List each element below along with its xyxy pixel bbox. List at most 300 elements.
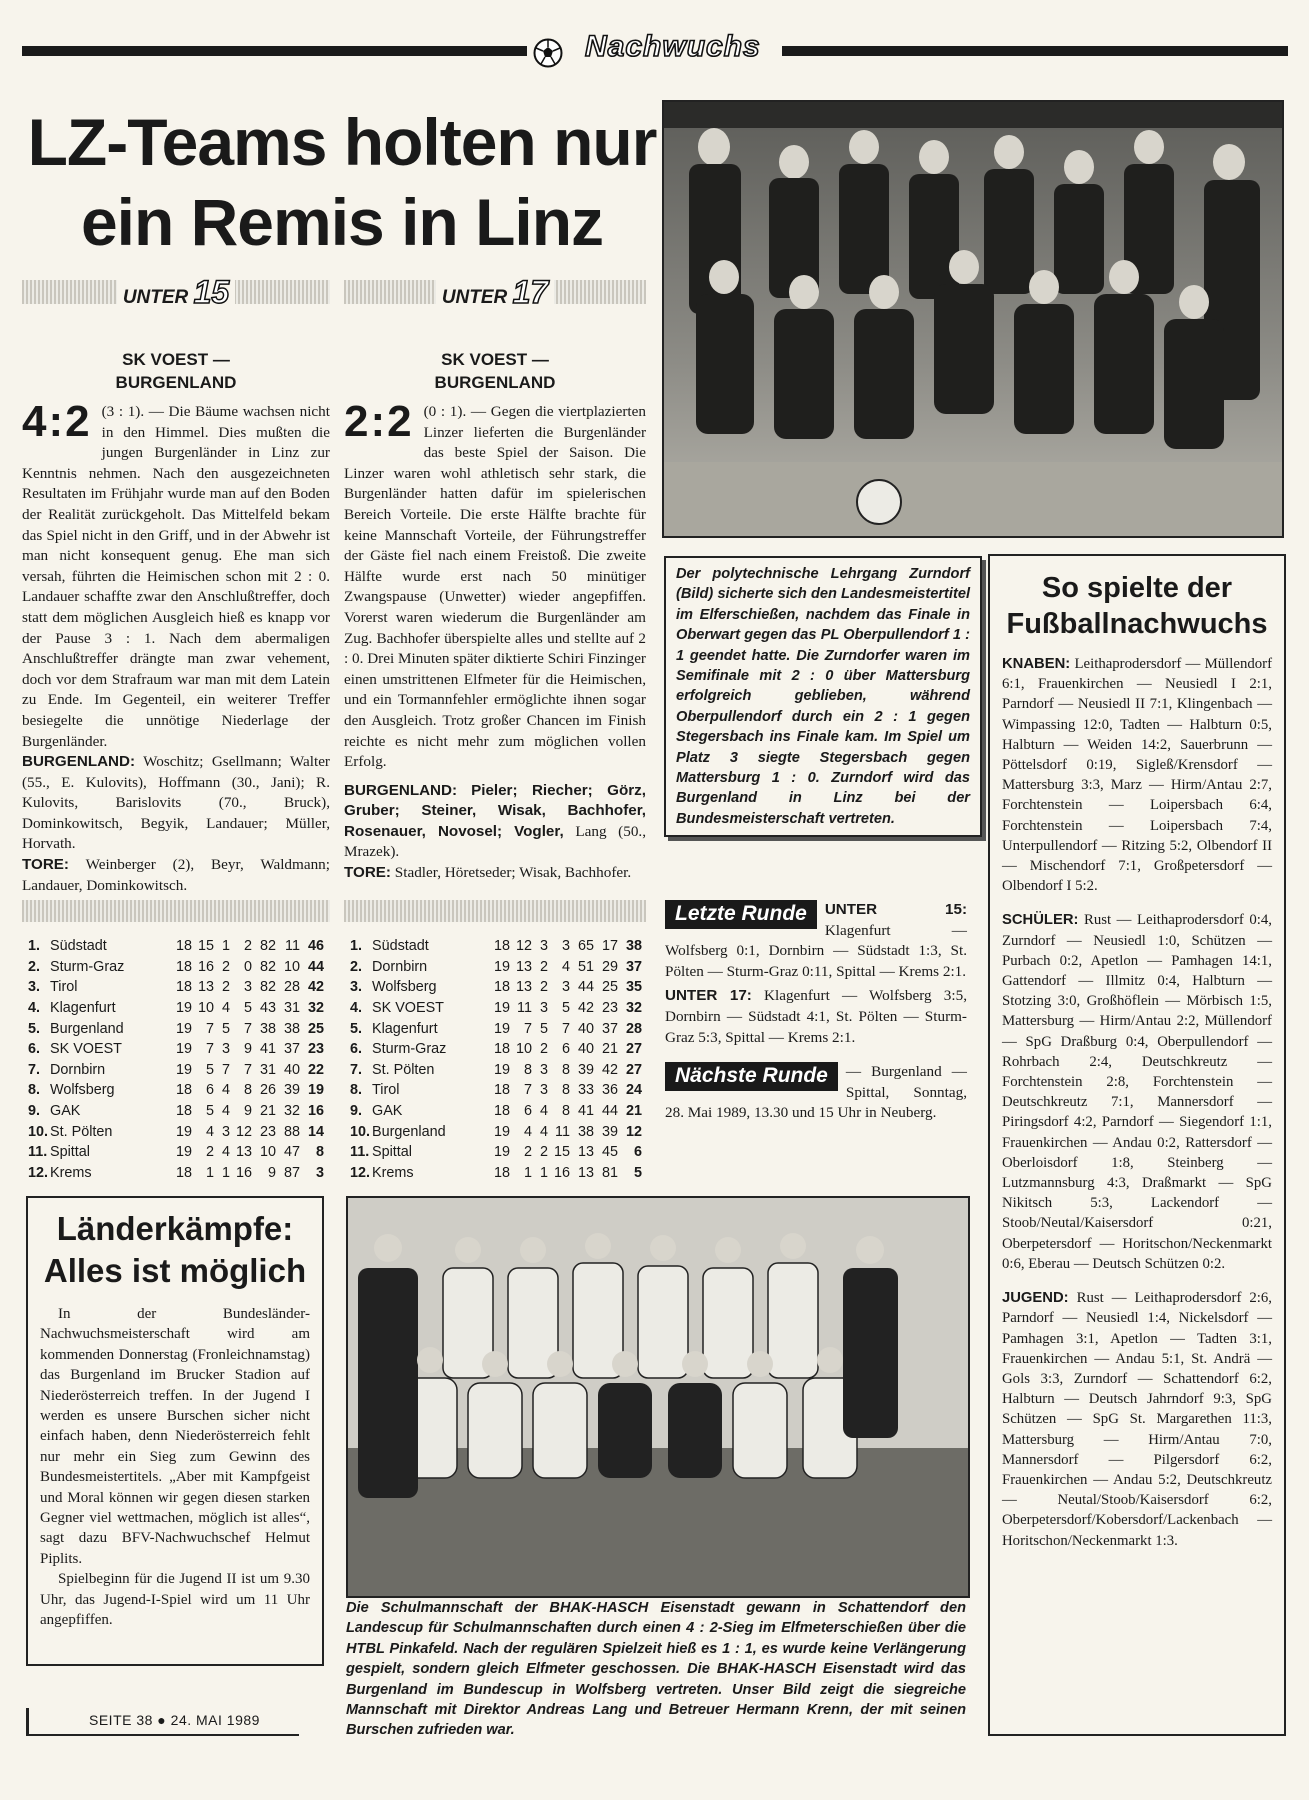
losses-cell: 3 bbox=[243, 979, 252, 996]
goals-for-cell: 82 bbox=[259, 958, 276, 975]
rank-cell: 7. bbox=[28, 1061, 41, 1078]
team-cell: Sturm-Graz bbox=[50, 958, 125, 975]
wins-cell: 13 bbox=[197, 979, 214, 996]
draws-cell: 1 bbox=[539, 1164, 548, 1181]
games-cell: 19 bbox=[175, 1144, 192, 1161]
table-row bbox=[350, 1039, 642, 1060]
team-cell: Tirol bbox=[50, 979, 78, 996]
goals-for-cell: 31 bbox=[259, 1061, 276, 1078]
games-cell: 19 bbox=[493, 1144, 510, 1161]
jugend-results bbox=[1002, 1288, 1272, 1551]
games-cell: 18 bbox=[175, 958, 192, 975]
losses-cell: 8 bbox=[561, 1061, 570, 1078]
wins-cell: 2 bbox=[205, 1144, 214, 1161]
table-row bbox=[28, 977, 324, 998]
wins-cell: 2 bbox=[523, 1144, 532, 1161]
points-cell: 42 bbox=[307, 979, 324, 996]
laenderkaempfe-p2: Spielbeginn für die Jugend II ist um 9.30 Uhr, das Jugend-I-Spiel wird um 11 Uhr angepfiffen. bbox=[40, 1571, 310, 1629]
table-row bbox=[28, 1121, 324, 1142]
team-cell: Burgenland bbox=[50, 1020, 124, 1037]
goals-for-cell: 42 bbox=[577, 1000, 594, 1017]
team-photo-zurndorf bbox=[662, 100, 1284, 538]
results-sidebar bbox=[988, 554, 1286, 1736]
losses-cell: 3 bbox=[561, 938, 570, 955]
points-cell: 3 bbox=[315, 1164, 324, 1181]
rank-cell: 3. bbox=[350, 979, 363, 996]
goals-for-cell: 44 bbox=[577, 979, 594, 996]
losses-cell: 4 bbox=[561, 958, 570, 975]
u17-goals-label: TORE: bbox=[344, 864, 391, 882]
goals-for-cell: 40 bbox=[577, 1041, 594, 1058]
table-row bbox=[350, 977, 642, 998]
rank-cell: 6. bbox=[28, 1041, 41, 1058]
u17-table-bar bbox=[344, 900, 646, 922]
losses-cell: 16 bbox=[553, 1164, 570, 1181]
goals-for-cell: 10 bbox=[259, 1144, 276, 1161]
games-cell: 18 bbox=[493, 1164, 510, 1181]
rank-cell: 8. bbox=[28, 1082, 41, 1099]
points-cell: 37 bbox=[625, 958, 642, 975]
bhak-hasch-caption: Die Schulmannschaft der BHAK-HASCH Eisenstadt gewann in Schattendorf den Landescup für Schulmannschaften durch einen 4 : 2-Sieg im Elfmeterschießen über die HTBL Pinkafeld. Nach der regulären Spielzeit hieß es 1 : 1, es wurde keine Verlängerung gespielt, sondern gleich Elfmeter geschossen. Die BHAK-HASCH Eisenstadt wird das Burgenland im Bundescup in Wolfsberg vertreten. Unser Bild zeigt die siegreiche Mannschaft mit Direktor Andreas Lang und Betreuer Hermann Krenn, der mit seinen Burschen zufrieden war. bbox=[346, 1600, 966, 1739]
team-cell: St. Pölten bbox=[372, 1061, 435, 1078]
goals-against-cell: 29 bbox=[601, 958, 618, 975]
u17-body bbox=[344, 397, 647, 884]
sidebar-body bbox=[1002, 654, 1272, 1551]
u15-match-line1: SK VOEST — bbox=[122, 350, 230, 369]
wins-cell: 4 bbox=[205, 1123, 214, 1140]
u17-lineup-label: BURGENLAND: bbox=[344, 781, 458, 799]
top-rule-right bbox=[782, 46, 1288, 56]
u15-goals-text: Weinberger (2), Beyr, Waldmann; Landauer, Dominkowitsch. bbox=[22, 856, 330, 894]
wins-cell: 16 bbox=[197, 958, 214, 975]
goals-for-cell: 82 bbox=[259, 938, 276, 955]
naechste-runde-text: — Burgenland — Spittal, Sonntag, 28. Mai 1989, 13.30 und 15 Uhr in Neuberg. bbox=[665, 1063, 967, 1122]
top-rule-left bbox=[22, 46, 527, 56]
games-cell: 19 bbox=[175, 1041, 192, 1058]
u15-lineup-label: BURGENLAND: bbox=[22, 753, 136, 771]
u15-match-title bbox=[22, 348, 330, 394]
team-cell: Südstadt bbox=[372, 938, 429, 955]
wins-cell: 6 bbox=[205, 1082, 214, 1099]
laenderkaempfe-body bbox=[40, 1304, 310, 1631]
goals-for-cell: 41 bbox=[259, 1041, 276, 1058]
draws-cell: 1 bbox=[221, 1164, 230, 1181]
page-footer bbox=[26, 1708, 299, 1736]
sidebar-title2: Fußballnachwuchs bbox=[1006, 608, 1268, 640]
games-cell: 19 bbox=[175, 1000, 192, 1017]
laenderkaempfe-box bbox=[26, 1196, 324, 1666]
losses-cell: 8 bbox=[243, 1082, 252, 1099]
losses-cell: 5 bbox=[243, 1000, 252, 1017]
football-icon bbox=[533, 38, 563, 68]
section-kicker: Nachwuchs bbox=[585, 30, 761, 63]
losses-cell: 16 bbox=[235, 1164, 252, 1181]
draws-cell: 3 bbox=[221, 1041, 230, 1058]
table-row bbox=[350, 1060, 642, 1081]
games-cell: 19 bbox=[493, 1061, 510, 1078]
wins-cell: 7 bbox=[523, 1082, 532, 1099]
team-cell: Tirol bbox=[372, 1082, 400, 1099]
wins-cell: 1 bbox=[523, 1164, 532, 1181]
table-row bbox=[28, 936, 324, 957]
goals-for-cell: 43 bbox=[259, 1000, 276, 1017]
headline-line1: LZ-Teams holten nur bbox=[27, 105, 657, 179]
draws-cell: 5 bbox=[539, 1020, 548, 1037]
wins-cell: 10 bbox=[515, 1041, 532, 1058]
team-cell: Klagenfurt bbox=[50, 1000, 116, 1017]
letzte-u17-label: UNTER 17: bbox=[665, 987, 752, 1005]
knaben-text: Leithaprodersdorf — Müllendorf 6:1, Frauenkirchen — Neusiedl I 2:1, Parndorf — Neusiedl II 7:1, Klingenbach — Wimpassing 12:0, Tadten — Halbturn 0:5, Halbturn — Weiden 14:2, Sauerbrunn — Pöttelsdorf 0:19, Sigleß/Krensdorf — Mattersburg 3:3, Marz — Hirm/Antau 2:7, Forchtenstein — Loipersbach 6:4, Forchtenstein — Loipersbach 7:4, Unterpullendorf — Ritzing 5:2, Olbendorf II — Mischendorf 7:1, Großpetersdorf — Olbendorf I 5:2. bbox=[1002, 656, 1272, 895]
draws-cell: 4 bbox=[221, 1144, 230, 1161]
laenderkaempfe-title bbox=[40, 1208, 310, 1292]
goals-for-cell: 9 bbox=[267, 1164, 276, 1181]
u17-match-line2: BURGENLAND bbox=[434, 373, 556, 392]
letzte-u15-label: UNTER 15: bbox=[824, 901, 967, 918]
team-cell: Spittal bbox=[50, 1144, 90, 1161]
games-cell: 18 bbox=[493, 1082, 510, 1099]
table-row bbox=[350, 957, 642, 978]
games-cell: 19 bbox=[175, 1061, 192, 1078]
team-cell: SK VOEST bbox=[372, 1000, 444, 1017]
goals-against-cell: 31 bbox=[283, 1000, 300, 1017]
wins-cell: 1 bbox=[205, 1164, 214, 1181]
u15-match-line2: BURGENLAND bbox=[115, 373, 237, 392]
goals-for-cell: 65 bbox=[577, 938, 594, 955]
u15-body bbox=[22, 397, 330, 896]
team-cell: SK VOEST bbox=[50, 1041, 122, 1058]
u15-table-bar bbox=[22, 900, 330, 922]
games-cell: 18 bbox=[493, 938, 510, 955]
points-cell: 22 bbox=[307, 1061, 324, 1078]
goals-for-cell: 38 bbox=[259, 1020, 276, 1037]
letzte-runde-body bbox=[665, 900, 967, 1048]
letzte-u17-text: Klagenfurt — Wolfsberg 3:5, Dornbirn — Südstadt 4:1, St. Pölten — Sturm-Graz 5:3, Spittal — Krems 2:1. bbox=[665, 987, 968, 1046]
goals-against-cell: 81 bbox=[601, 1164, 618, 1181]
games-cell: 18 bbox=[175, 1082, 192, 1099]
wins-cell: 5 bbox=[205, 1061, 214, 1078]
team-cell: GAK bbox=[50, 1103, 81, 1120]
team-cell: Dornbirn bbox=[372, 958, 428, 975]
draws-cell: 2 bbox=[539, 1144, 548, 1161]
games-cell: 19 bbox=[175, 1020, 192, 1037]
headline bbox=[22, 102, 662, 262]
wins-cell: 8 bbox=[523, 1061, 532, 1078]
u17-lineup-rest: Lang (50., Mrazek). bbox=[344, 822, 647, 861]
table-row bbox=[28, 1080, 324, 1101]
points-cell: 44 bbox=[307, 958, 324, 975]
u17-goals-text: Stadler, Höretseder; Wisak, Bachhofer. bbox=[394, 864, 632, 882]
u17-age-number: 17 bbox=[512, 273, 549, 310]
u17-age-label bbox=[436, 274, 554, 311]
goals-for-cell: 23 bbox=[259, 1123, 276, 1140]
table-row bbox=[350, 1080, 642, 1101]
goals-against-cell: 36 bbox=[601, 1082, 618, 1099]
team-cell: Sturm-Graz bbox=[372, 1041, 447, 1058]
rank-cell: 2. bbox=[28, 958, 41, 975]
points-cell: 19 bbox=[307, 1082, 324, 1099]
losses-cell: 7 bbox=[243, 1061, 252, 1078]
letzte-runde-title: Letzte Runde bbox=[665, 900, 817, 929]
wins-cell: 11 bbox=[517, 1000, 532, 1017]
goals-against-cell: 23 bbox=[601, 1000, 618, 1017]
draws-cell: 7 bbox=[221, 1061, 230, 1078]
goals-against-cell: 28 bbox=[283, 979, 300, 996]
games-cell: 19 bbox=[175, 1123, 192, 1140]
u15-age-bar bbox=[22, 273, 330, 310]
goals-for-cell: 41 bbox=[577, 1103, 594, 1120]
losses-cell: 9 bbox=[243, 1103, 252, 1120]
goals-against-cell: 40 bbox=[283, 1061, 300, 1078]
rank-cell: 1. bbox=[350, 938, 363, 955]
u17-label-text: UNTER bbox=[441, 286, 508, 308]
rank-cell: 5. bbox=[350, 1020, 363, 1037]
schueler-text: Rust — Leithaprodersdorf 0:4, Zurndorf — Neusiedl 1:0, Schützen — Purbach 0:2, Apetlon — Pamhagen 14:1, Gattendorf — Illmitz 0:4, Halbturn — Stotzing 3:0, Großhöflein — Mörbisch 1:5, Mattersburg — Hirm/Antau 2:2, Müllendorf — SpG Draßburg 0:4, Oberpullendorf — Rohrbach 2:4, Deutschkreutz — Forchtenstein 2:8, Forchtenstein — Deutschkreutz 7:1, Mannersdorf — Piringsdorf 4:2, Parndorf — Siegendorf 1:1, Frauenkirchen — Andau 0:2, Rattersdorf — Oberloisdorf 1:8, Steinberg — Lutzmannsburg 4:3, Draßmarkt — SpG Nikitsch 5:3, Lackendorf — Stoob/Neutal/Kaisersdorf 0:21, Oberpetersdorf — Horitschon/Neckenmarkt 0:6, Eberau — Deutsch Schützen 0:2. bbox=[1002, 912, 1272, 1272]
headline-line2: ein Remis in Linz bbox=[80, 185, 604, 259]
games-cell: 18 bbox=[175, 938, 192, 955]
team-cell: Spittal bbox=[372, 1144, 412, 1161]
losses-cell: 6 bbox=[561, 1041, 570, 1058]
table-row bbox=[350, 1163, 642, 1184]
points-cell: 5 bbox=[633, 1164, 642, 1181]
rank-cell: 1. bbox=[28, 938, 41, 955]
goals-for-cell: 40 bbox=[577, 1020, 594, 1037]
laenderkaempfe-title1: Länderkämpfe: bbox=[56, 1210, 294, 1247]
u17-score: 2:2 bbox=[344, 397, 414, 446]
games-cell: 18 bbox=[175, 1103, 192, 1120]
goals-for-cell: 82 bbox=[259, 979, 276, 996]
sidebar-title1: So spielte der bbox=[1041, 572, 1233, 604]
games-cell: 19 bbox=[493, 1020, 510, 1037]
goals-against-cell: 87 bbox=[283, 1164, 300, 1181]
team-cell: Wolfsberg bbox=[372, 979, 437, 996]
team-cell: GAK bbox=[372, 1103, 403, 1120]
team-cell: St. Pölten bbox=[50, 1123, 113, 1140]
team-cell: Burgenland bbox=[372, 1123, 446, 1140]
letzte-u17 bbox=[665, 986, 967, 1048]
losses-cell: 13 bbox=[235, 1144, 252, 1161]
u15-age-number: 15 bbox=[193, 273, 230, 310]
u15-age-label bbox=[117, 274, 235, 311]
goals-against-cell: 25 bbox=[601, 979, 618, 996]
rank-cell: 10. bbox=[350, 1123, 371, 1140]
footer-text: SEITE 38 ● 24. MAI 1989 bbox=[89, 1712, 260, 1728]
draws-cell: 2 bbox=[539, 1041, 548, 1058]
goals-against-cell: 17 bbox=[601, 938, 618, 955]
u17-text: (0 : 1). — Gegen die viertplazierten Linzer lieferten die Burgenländer das beste Spiel der Saison. Die Linzer waren wohl athletisch sehr stark, die Burgenländer hatten dafür im spielerischen Bereich Vorteile. Die erste Hälfte brachte für keine Mannschaft Vorteile, der Führungstreffer der Gäste fiel nach einem Freistoß. Die zweite Hälfte wurde erst nach 50 minütiger Zwangspause (Unwetter) wieder angepfiffen. Vorerst waren wiederum die Burgenländer am Zug. Bachhofer überspielte alles und stellte auf 2 : 0. Drei Minuten später diktierte Schiri Finzinger einen umstrittenen Elfmeter für die Heimischen, und ein Tormannfehler ermöglichte ihnen sogar den Ausgleich. Trotz großer Chancen im Finish reichte es nicht mehr zum möglichen vollen Erfolg. bbox=[344, 403, 646, 771]
u15-article bbox=[22, 273, 330, 896]
wins-cell: 12 bbox=[515, 938, 532, 955]
losses-cell: 5 bbox=[561, 1000, 570, 1017]
schueler-results bbox=[1002, 910, 1272, 1274]
zurndorf-caption: Der polytechnische Lehrgang Zurndorf (Bild) sicherte sich den Landesmeistertitel im Elferschießen, nachdem das Finale in Oberwart gegen das PL Oberpullendorf 1 : 1 geendet hatte. Die Zurndorfer waren im Semifinale mit 2 : 0 über Mattersburg erfolgreich geblieben, während Oberpullendorf durch ein 2 : 1 gegen Stegersbach ins Finale kam. Im Spiel um Platz 3 siegte Stegersbach gegen Mattersburg 1 : 0. Zurndorf wird das Burgenland in Linz bei der Bundesmeisterschaft vertreten. bbox=[664, 556, 982, 837]
u17-match-title bbox=[344, 348, 646, 394]
losses-cell: 2 bbox=[243, 938, 252, 955]
points-cell: 6 bbox=[633, 1144, 642, 1161]
rank-cell: 12. bbox=[28, 1164, 49, 1181]
knaben-results bbox=[1002, 654, 1272, 896]
draws-cell: 3 bbox=[539, 1082, 548, 1099]
u15-goals bbox=[22, 855, 330, 896]
goals-against-cell: 10 bbox=[283, 958, 300, 975]
points-cell: 28 bbox=[625, 1020, 642, 1037]
points-cell: 21 bbox=[625, 1103, 642, 1120]
rank-cell: 11. bbox=[350, 1144, 370, 1161]
table-row bbox=[28, 1101, 324, 1122]
goals-for-cell: 33 bbox=[577, 1082, 594, 1099]
goals-against-cell: 21 bbox=[601, 1041, 618, 1058]
points-cell: 14 bbox=[307, 1123, 324, 1140]
points-cell: 24 bbox=[625, 1082, 642, 1099]
table-row bbox=[28, 1018, 324, 1039]
team-cell: Klagenfurt bbox=[372, 1020, 438, 1037]
rank-cell: 9. bbox=[350, 1103, 363, 1120]
rank-cell: 10. bbox=[28, 1123, 49, 1140]
goals-for-cell: 38 bbox=[577, 1123, 594, 1140]
rank-cell: 12. bbox=[350, 1164, 371, 1181]
knaben-label: KNABEN: bbox=[1002, 656, 1071, 672]
draws-cell: 3 bbox=[539, 1061, 548, 1078]
naechste-runde-body bbox=[665, 1062, 967, 1124]
rank-cell: 8. bbox=[350, 1082, 363, 1099]
rank-cell: 4. bbox=[350, 1000, 363, 1017]
team-cell: Wolfsberg bbox=[50, 1082, 115, 1099]
games-cell: 19 bbox=[493, 1000, 510, 1017]
draws-cell: 3 bbox=[221, 1123, 230, 1140]
draws-cell: 1 bbox=[221, 938, 230, 955]
points-cell: 32 bbox=[307, 1000, 324, 1017]
goals-for-cell: 13 bbox=[577, 1164, 594, 1181]
table-row bbox=[350, 998, 642, 1019]
wins-cell: 7 bbox=[205, 1041, 214, 1058]
team-photo-bhak-hasch bbox=[346, 1196, 970, 1598]
laenderkaempfe-p1: In der Bundesländer-Nachwuchsmeisterschaft wird am kommenden Donnerstag (Fronleichnamstag) das Burgenland im Brucker Stadion auf Niederösterreich treffen. In der Jugend I werden es unsere Burschen sicher nicht einfach haben, denn Niederösterreich fehlt nur mehr ein Sieg zum Gewinn des Bundesmeistertitels. „Aber mit Kampfgeist und Moral können wir gegen diesen starken Gegner viel wettmachen, möglich ist alles“, sagt dazu BFV-Nachwuchschef Helmut Piplits. bbox=[40, 1306, 310, 1567]
team-cell: Krems bbox=[372, 1164, 414, 1181]
goals-against-cell: 11 bbox=[285, 938, 300, 955]
team-cell: Krems bbox=[50, 1164, 92, 1181]
draws-cell: 4 bbox=[221, 1082, 230, 1099]
table-row bbox=[28, 957, 324, 978]
table-row bbox=[350, 1121, 642, 1142]
u15-text: (3 : 1). — Die Bäume wachsen nicht in den Himmel. Dies mußten die jungen Burgenländer in Linz zur Kenntnis nehmen. Nach den ausgezeichneten Resultaten im Frühjahr wurde man auf den Boden der Realität zurückgeholt. Das Mittelfeld bekam das Spiel nicht in den Griff, und in der Abwehr ist man nicht konsequent genug. Ehe man sich versah, führten die Heimischen schon mit 2 : 0. Landauer schaffte zwar den Anschlußtreffer, doch statt dem möglichen Ausgleich hieß es knapp vor der Pause 3 : 1. Nach dem abermaligen Anschlußtreffer drängte man zwar vehement, doch vor dem Strafraum war man mit dem Latein zu Ende. Im Gegenteil, ein weiterer Treffer besiegelte die unnötige Niederlage der Burgenländer. bbox=[22, 403, 330, 750]
jugend-text: Rust — Leithaprodersdorf 2:6, Parndorf — Neusiedl 1:4, Nickelsdorf — Pamhagen 3:1, Apetlon — Tadten 3:1, Frauenkirchen — Andau 5:1, St. Andrä — Gols 3:3, Zurndorf — Schattendorf 6:2, Halbturn — Deutsch Jahrndorf 9:3, SpG Schützen — SpG St. Margarethen 11:3, Mattersburg — Hirm/Antau 7:0, Mannersdorf — Pilgersdorf 6:2, Frauenkirchen — Andau 5:2, Deutschkreutz — Neutal/Stoob/Kaisersdorf 6:2, Oberpetersdorf/Kobersdorf/Lackenbach — Horitschon/Neckenmarkt 1:3. bbox=[1002, 1290, 1272, 1549]
games-cell: 18 bbox=[175, 979, 192, 996]
wins-cell: 15 bbox=[197, 938, 214, 955]
table-row bbox=[350, 1142, 642, 1163]
goals-against-cell: 47 bbox=[283, 1144, 300, 1161]
losses-cell: 15 bbox=[553, 1144, 570, 1161]
letzte-runde bbox=[665, 900, 967, 1124]
goals-against-cell: 37 bbox=[601, 1020, 618, 1037]
u15-lineup-text: Woschitz; Gsellmann; Walter (55., E. Kulovits), Hoffmann (30., Jani); R. Kulovits, Barislovits (70., Bruck), Dominkowitsch, Begyik, Landauer; Müller, Horvath. bbox=[22, 753, 330, 853]
points-cell: 12 bbox=[625, 1123, 642, 1140]
jugend-label: JUGEND: bbox=[1002, 1290, 1069, 1307]
wins-cell: 13 bbox=[515, 958, 532, 975]
wins-cell: 7 bbox=[205, 1020, 214, 1037]
games-cell: 18 bbox=[493, 1041, 510, 1058]
u15-lineup bbox=[22, 752, 330, 855]
losses-cell: 8 bbox=[561, 1103, 570, 1120]
goals-against-cell: 39 bbox=[283, 1082, 300, 1099]
points-cell: 27 bbox=[625, 1061, 642, 1078]
naechste-runde-title: Nächste Runde bbox=[665, 1062, 838, 1091]
points-cell: 35 bbox=[625, 979, 642, 996]
losses-cell: 3 bbox=[561, 979, 570, 996]
rank-cell: 9. bbox=[28, 1103, 41, 1120]
u15-label-text: UNTER bbox=[122, 286, 189, 308]
draws-cell: 2 bbox=[539, 979, 548, 996]
table-row bbox=[350, 1101, 642, 1122]
goals-for-cell: 26 bbox=[259, 1082, 276, 1099]
games-cell: 19 bbox=[493, 958, 510, 975]
draws-cell: 2 bbox=[539, 958, 548, 975]
games-cell: 18 bbox=[175, 1164, 192, 1181]
wins-cell: 4 bbox=[523, 1123, 532, 1140]
goals-against-cell: 37 bbox=[283, 1041, 300, 1058]
goals-against-cell: 88 bbox=[283, 1123, 300, 1140]
table-row bbox=[28, 1163, 324, 1184]
rank-cell: 11. bbox=[28, 1144, 48, 1161]
draws-cell: 2 bbox=[221, 979, 230, 996]
goals-for-cell: 21 bbox=[259, 1103, 276, 1120]
draws-cell: 4 bbox=[221, 1000, 230, 1017]
points-cell: 8 bbox=[315, 1144, 324, 1161]
draws-cell: 2 bbox=[221, 958, 230, 975]
team-cell: Dornbirn bbox=[50, 1061, 106, 1078]
letzte-u15-text: Klagenfurt — Wolfsberg 0:1, Dornbirn — Südstadt 1:3, St. Pölten — Sturm-Graz 0:11, Spittal — Krems 2:1. bbox=[665, 921, 967, 980]
table-row bbox=[350, 1018, 642, 1039]
goals-against-cell: 44 bbox=[601, 1103, 618, 1120]
points-cell: 38 bbox=[625, 938, 642, 955]
u15-standings-table bbox=[28, 936, 324, 1183]
goals-against-cell: 38 bbox=[283, 1020, 300, 1037]
rank-cell: 2. bbox=[350, 958, 363, 975]
losses-cell: 11 bbox=[555, 1123, 570, 1140]
u17-age-bar bbox=[344, 273, 646, 310]
points-cell: 27 bbox=[625, 1041, 642, 1058]
points-cell: 25 bbox=[307, 1020, 324, 1037]
rank-cell: 7. bbox=[350, 1061, 363, 1078]
table-row bbox=[28, 1142, 324, 1163]
points-cell: 32 bbox=[625, 1000, 642, 1017]
u17-goals bbox=[344, 863, 646, 884]
points-cell: 23 bbox=[307, 1041, 324, 1058]
points-cell: 16 bbox=[307, 1103, 324, 1120]
laenderkaempfe-title2: Alles ist möglich bbox=[43, 1252, 307, 1289]
draws-cell: 3 bbox=[539, 1000, 548, 1017]
draws-cell: 4 bbox=[221, 1103, 230, 1120]
losses-cell: 9 bbox=[243, 1041, 252, 1058]
draws-cell: 4 bbox=[539, 1103, 548, 1120]
goals-against-cell: 45 bbox=[601, 1144, 618, 1161]
wins-cell: 5 bbox=[205, 1103, 214, 1120]
sidebar-title bbox=[1002, 570, 1272, 642]
rank-cell: 3. bbox=[28, 979, 41, 996]
table-row bbox=[350, 936, 642, 957]
wins-cell: 13 bbox=[515, 979, 532, 996]
table-row bbox=[28, 998, 324, 1019]
wins-cell: 6 bbox=[523, 1103, 532, 1120]
losses-cell: 7 bbox=[561, 1020, 570, 1037]
losses-cell: 8 bbox=[561, 1082, 570, 1099]
u15-goals-label: TORE: bbox=[22, 856, 69, 874]
losses-cell: 12 bbox=[235, 1123, 252, 1140]
draws-cell: 5 bbox=[221, 1020, 230, 1037]
games-cell: 18 bbox=[493, 1103, 510, 1120]
table-row bbox=[28, 1039, 324, 1060]
goals-against-cell: 39 bbox=[601, 1123, 618, 1140]
goals-for-cell: 13 bbox=[577, 1144, 594, 1161]
goals-for-cell: 51 bbox=[577, 958, 594, 975]
